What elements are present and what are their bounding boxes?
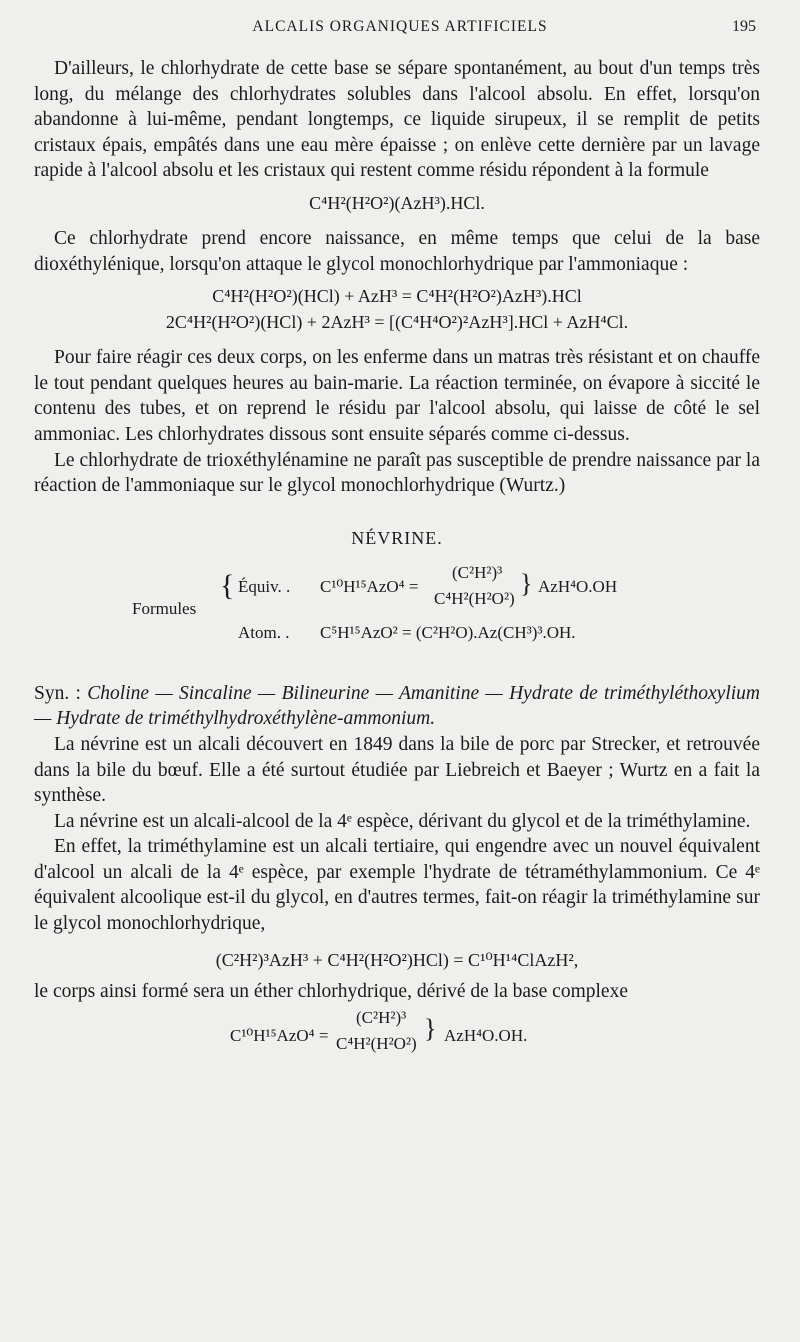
section-heading: NÉVRINE. <box>351 527 443 548</box>
equiv-bottom: C⁴H²(H²O²) <box>434 588 515 608</box>
paragraph-3: Pour faire réagir ces deux corps, on les enferme dans un matras très résistant et on chauffe le tout pendant quelques heures au bain-marie. La réaction terminée, on évapore à siccité le contenu des tubes, et on reprend le résidu par l'alcool absolu, qui laisse de côté le sel ammoniac. Les chlorhydrates dissous sont ensuite séparés comme ci-dessus. <box>34 347 760 445</box>
final-brace: } <box>424 1014 437 1044</box>
paragraph-8: le corps ainsi formé sera un éther chlorhydrique, dérivé de la base complexe <box>34 980 628 1002</box>
equiv-rhs: AzH⁴O.OH <box>538 576 618 596</box>
paragraph-4: Le chlorhydrate de trioxéthylénamine ne paraît pas susceptible de prendre naissance par la réaction de l'ammoniaque sur le glycol monochlorhydrique (Wurtz.) <box>34 449 760 497</box>
text-body <box>34 56 760 1062</box>
atom-label: Atom. . <box>238 622 290 642</box>
paragraph-5: La névrine est un alcali découvert en 1849 dans la bile de porc par Strecker, et retrouvée dans la bile du bœuf. Elle a été surtout étudiée par Liebreich et Baeyer ; Wurtz en a fait la synthèse. <box>34 733 760 807</box>
left-brace: { <box>220 568 235 602</box>
paragraph-1: D'ailleurs, le chlorhydrate de cette base se sépare spontanément, au bout d'un temps très long, du mélange des chlorhydrates solubles dans l'alcool absolu. En effet, lorsqu'on abandonne à lui-même, pendant longtemps, ce liquide sirupeux, il se remplit de petits cristaux épais, empâtés dans une eau mère épaisse ; on enlève cette dernière par un lavage rapide à l'alcool absolu et les cristaux qui restent comme résidu répondent à la formule <box>34 58 760 182</box>
right-brace: } <box>520 568 533 598</box>
equiv-top: (C²H²)³ <box>452 562 503 582</box>
page-number: 195 <box>732 18 756 35</box>
paragraph-7: En effet, la triméthylamine est un alcali tertiaire, qui engendre avec un nouvel équivalent d'alcool un alcali de la 4ᵉ espèce, par exemple l'hydrate de tétraméthylammonium. Ce 4ᵉ équivalent alcoolique est-il du glycol, en d'autres termes, fait-on réagir la triméthylamine sur le glycol monochlorhydrique, <box>34 836 760 935</box>
formula-chlorhydrate: C⁴H²(H²O²)(AzH³).HCl. <box>309 192 485 213</box>
running-header <box>0 18 800 44</box>
final-top: (C²H²)³ <box>356 1008 407 1028</box>
atom-formula: C⁵H¹⁵AzO² = (C²H²O).Az(CH³)³.OH. <box>320 622 576 642</box>
formula-reaction-3: (C²H²)³AzH³ + C⁴H²(H²O²)HCl) = C¹⁰H¹⁴ClAzH², <box>215 949 579 970</box>
paragraph-6: La névrine est un alcali-alcool de la 4ᵉ espèce, dérivant du glycol et de la triméthylamine. <box>54 810 751 832</box>
final-formula-block <box>34 1004 760 1062</box>
formulas-block <box>34 561 760 657</box>
synonyms-prefix: Syn. : <box>34 682 81 704</box>
formula-reaction-1: C⁴H²(H²O²)(HCl) + AzH³ = C⁴H²(H²O²)AzH³).HCl <box>212 286 582 307</box>
final-bottom: C⁴H²(H²O²) <box>336 1034 417 1054</box>
formules-label: Formules <box>132 598 197 618</box>
running-title: ALCALIS ORGANIQUES ARTIFICIELS <box>252 18 548 35</box>
synonyms-line <box>34 681 760 732</box>
final-lhs: C¹⁰H¹⁵AzO⁴ = <box>230 1026 329 1046</box>
equiv-label: Équiv. . <box>238 576 291 596</box>
paragraph-2: Ce chlorhydrate prend encore naissance, en même temps que celui de la base dioxéthylénique, lorsqu'on attaque le glycol monochlorhydrique par l'ammoniaque : <box>34 227 760 275</box>
equiv-lhs: C¹⁰H¹⁵AzO⁴ = <box>320 576 419 596</box>
synonyms-names: Choline — Sincaline — Bilineurine — Amanitine — Hydrate de triméthyléthoxylium — Hydrate de triméthylhydroxéthylène-ammonium. <box>34 682 761 730</box>
final-rhs: AzH⁴O.OH. <box>444 1026 528 1046</box>
formula-reaction-2: 2C⁴H²(H²O²)(HCl) + 2AzH³ = [(C⁴H⁴O²)²AzH³].HCl + AzH⁴Cl. <box>165 312 629 333</box>
